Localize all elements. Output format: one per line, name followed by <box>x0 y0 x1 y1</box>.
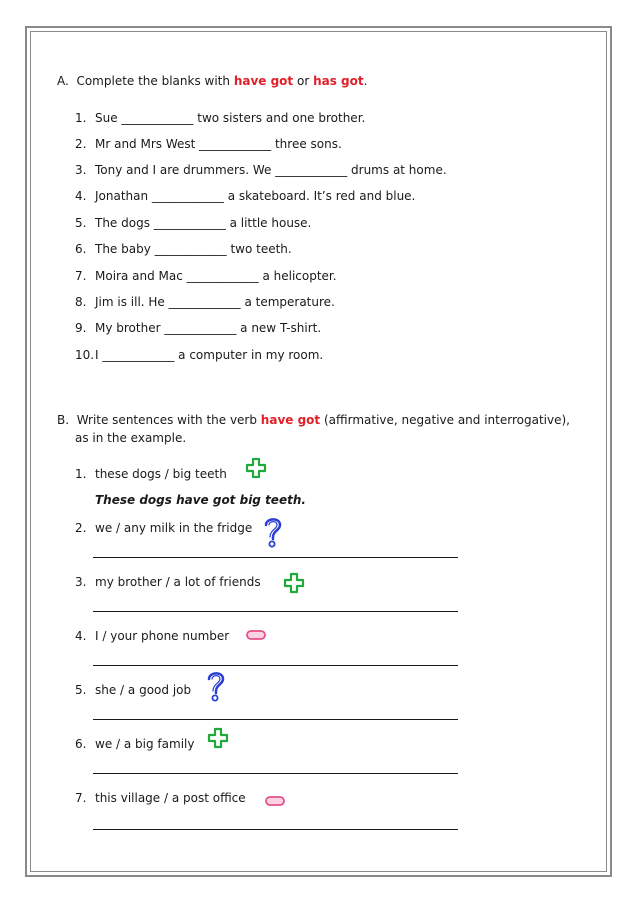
exercise-sentence: Jim is ill. He ____________ a temperature. <box>95 295 335 309</box>
section-a-instruction <box>57 74 367 88</box>
item-number: 7. <box>75 791 87 805</box>
item-number: 1. <box>75 467 87 481</box>
minus-icon <box>264 794 286 808</box>
answer-line[interactable] <box>93 557 458 558</box>
item-number: 5. <box>75 216 87 230</box>
sentence-prompt: my brother / a lot of friends <box>95 575 261 589</box>
answer-line[interactable] <box>93 611 458 612</box>
exercise-sentence: I ____________ a computer in my room. <box>95 348 324 362</box>
item-number: 10. <box>75 348 95 362</box>
exercise-sentence: Jonathan ____________ a skateboard. It’s red and blue. <box>95 189 416 203</box>
section-a-letter: A. <box>57 74 69 88</box>
keyword-have-got: have got <box>233 74 294 88</box>
keyword-have-got: have got <box>260 413 321 427</box>
exercise-sentence: The dogs ____________ a little house. <box>95 216 312 230</box>
item-number: 3. <box>75 575 87 589</box>
section-b-instruction <box>57 413 570 427</box>
item-number: 9. <box>75 321 87 335</box>
question-icon <box>262 515 284 549</box>
sentence-prompt: these dogs / big teeth <box>95 467 227 481</box>
keyword-has-got: has got <box>313 74 364 88</box>
item-number: 2. <box>75 521 87 535</box>
item-number: 1. <box>75 111 87 125</box>
item-number: 8. <box>75 295 87 309</box>
item-number: 6. <box>75 242 87 256</box>
answer-line[interactable] <box>93 665 458 666</box>
answer-line[interactable] <box>93 719 458 720</box>
sentence-prompt: she / a good job <box>95 683 192 697</box>
item-number: 5. <box>75 683 87 697</box>
plus-icon <box>282 571 306 595</box>
section-b-letter: B. <box>57 413 70 427</box>
section-b-instruction-line2: as in the example. <box>75 431 187 445</box>
exercise-sentence: My brother ____________ a new T-shirt. <box>95 321 322 335</box>
exercise-sentence: Tony and I are drummers. We ____________ drums at home. <box>95 163 447 177</box>
sentence-prompt: we / a big family <box>95 737 195 751</box>
item-number: 4. <box>75 189 87 203</box>
answer-line[interactable] <box>93 773 458 774</box>
example-answer: These dogs have got big teeth. <box>95 493 306 507</box>
instruction-text: or <box>293 74 314 88</box>
minus-icon <box>245 628 267 642</box>
item-number: 6. <box>75 737 87 751</box>
instruction-text: . <box>363 74 368 88</box>
sentence-prompt: I / your phone number <box>95 629 230 643</box>
item-number: 2. <box>75 137 87 151</box>
item-number: 7. <box>75 269 87 283</box>
answer-line[interactable] <box>93 829 458 830</box>
exercise-sentence: Sue ____________ two sisters and one brother. <box>95 111 366 125</box>
exercise-sentence: Mr and Mrs West ____________ three sons. <box>95 137 342 151</box>
item-number: 3. <box>75 163 87 177</box>
instruction-text: Write sentences with the verb <box>76 413 261 427</box>
sentence-prompt: we / any milk in the fridge <box>95 521 253 535</box>
instruction-text: (affirmative, negative and interrogative), <box>320 413 570 427</box>
item-number: 4. <box>75 629 87 643</box>
exercise-sentence: Moira and Mac ____________ a helicopter. <box>95 269 337 283</box>
instruction-text: Complete the blanks with <box>76 74 234 88</box>
exercise-sentence: The baby ____________ two teeth. <box>95 242 292 256</box>
plus-icon <box>206 726 230 750</box>
plus-icon <box>244 456 268 480</box>
sentence-prompt: this village / a post office <box>95 791 246 805</box>
question-icon <box>205 669 227 703</box>
